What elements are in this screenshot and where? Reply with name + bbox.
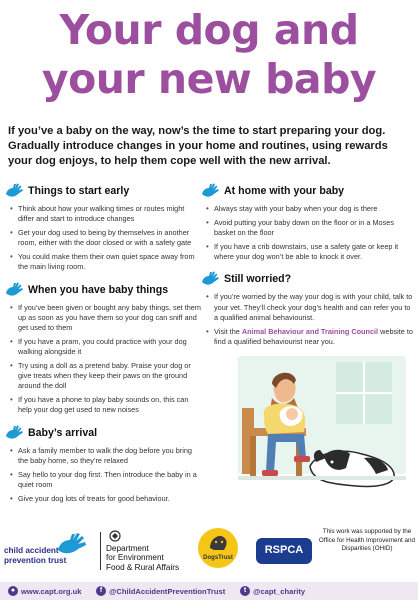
capt-logo bbox=[4, 532, 96, 572]
section-title: At home with your baby bbox=[224, 185, 345, 197]
section-title: When you have baby things bbox=[28, 283, 169, 296]
twitter-icon: t bbox=[240, 586, 250, 596]
section-at-home-with-your-baby bbox=[200, 181, 414, 262]
title-line-2: your new baby bbox=[41, 55, 377, 103]
section-things-to-start-early bbox=[4, 181, 202, 273]
list-item: • Try using a doll as a pretend baby. Praise your dog or give treats when they keep their paws on the ground around the doll bbox=[10, 361, 202, 392]
hand-icon bbox=[200, 270, 220, 288]
list-item: • Think about how your walking times or routes might differ and start to introduce changes bbox=[10, 204, 202, 225]
hand-icon bbox=[200, 182, 220, 200]
footer-twitter[interactable] bbox=[240, 586, 305, 596]
list-item: • If you have a pram, you could practice with your dog walking alongside it bbox=[10, 337, 202, 358]
dogs-trust-text: DogsTrust bbox=[203, 555, 233, 561]
twitter-link[interactable]: @capt_charity bbox=[253, 586, 306, 596]
bullet-list bbox=[4, 204, 202, 273]
bullet-list bbox=[4, 446, 202, 504]
globe-icon: ● bbox=[8, 586, 18, 596]
list-item: • You could make them their own quiet space away from the main living room. bbox=[10, 252, 202, 273]
list-item: • If you’ve been given or bought any baby things, set them up as soon as you have them so your dog can sniff and get used to them bbox=[10, 303, 202, 334]
defra-line-1: Department bbox=[106, 544, 149, 553]
section-when-you-have-baby-things bbox=[4, 280, 202, 416]
title-line-1: Your dog and bbox=[59, 6, 359, 54]
list-item: • If you have a crib downstairs, use a safety gate or keep it where your dog won’t be able to knock it over. bbox=[206, 242, 414, 263]
rspca-text: RSPCA bbox=[264, 544, 304, 556]
hand-icon bbox=[4, 182, 24, 200]
bullet-list bbox=[200, 292, 414, 347]
capt-logo-text: child accident prevention trust bbox=[4, 546, 67, 565]
right-column bbox=[200, 181, 414, 354]
footer-facebook[interactable] bbox=[96, 586, 225, 596]
left-column bbox=[4, 181, 202, 511]
section-title: Things to start early bbox=[28, 185, 130, 197]
list-item: • Give your dog lots of treats for good behaviour. bbox=[10, 494, 202, 504]
facebook-icon: f bbox=[96, 586, 106, 596]
abtc-link[interactable]: Animal Behaviour and Training Council bbox=[241, 326, 379, 336]
footer-bar bbox=[0, 582, 418, 600]
bullet-list bbox=[4, 303, 202, 416]
dog-silhouette-icon bbox=[198, 528, 238, 556]
defra-line-3: Food & Rural Affairs bbox=[106, 562, 180, 572]
parent-baby-dog-illustration bbox=[228, 354, 412, 506]
website-link[interactable]: www.capt.org.uk bbox=[21, 586, 82, 596]
facebook-link[interactable]: @ChildAccidentPreventionTrust bbox=[109, 586, 226, 596]
list-item: • Ask a family member to walk the dog before you bring the baby home, so they’re relaxed bbox=[10, 446, 202, 467]
list-item bbox=[206, 327, 414, 348]
hand-icon bbox=[4, 281, 24, 299]
crest-icon bbox=[108, 530, 122, 542]
section-still-worried bbox=[200, 269, 414, 347]
intro-paragraph: If you’ve a baby on the way, now’s the time to start preparing your dog. Gradually introduce changes in your home and routines, using rewards your dog enjoys, to help them cope well with the new arrival. bbox=[8, 125, 388, 167]
dogs-trust-logo bbox=[198, 528, 238, 568]
ohid-support-note: This work was supported by the Office for Health Improvement and Disparities (OHID) bbox=[318, 528, 416, 553]
footer-website[interactable] bbox=[8, 586, 81, 596]
hand-icon bbox=[4, 424, 24, 442]
list-item: • Get your dog used to being by themselves in another room, either with the door closed or with a safety gate bbox=[10, 228, 202, 249]
list-item-text: Visit the bbox=[214, 326, 242, 336]
partner-logos bbox=[0, 520, 418, 582]
list-item: • Say hello to your dog first. Then introduce the baby in a quiet room bbox=[10, 470, 202, 491]
page-title bbox=[0, 6, 418, 104]
defra-logo bbox=[100, 530, 196, 572]
rspca-logo bbox=[256, 538, 312, 564]
list-item: • Always stay with your baby when your dog is there bbox=[206, 204, 414, 214]
section-title: Baby’s arrival bbox=[28, 426, 98, 439]
section-title: Still worried? bbox=[224, 273, 292, 286]
defra-line-2: for Environment bbox=[106, 553, 164, 563]
list-item: • Avoid putting your baby down on the floor or in a Moses basket on the floor bbox=[206, 218, 414, 239]
list-item: • If you have a phone to play baby sounds on, this can help your dog get used to new noises bbox=[10, 395, 202, 416]
list-item-text: website to find a qualified behaviourist near you. bbox=[214, 326, 413, 346]
bullet-list bbox=[200, 204, 414, 262]
section-babys-arrival bbox=[4, 423, 202, 504]
list-item: • If you’re worried by the way your dog is with your child, talk to your vet. They’ll check your dog’s health and can refer you to a qualified animal behaviourist. bbox=[206, 292, 414, 323]
